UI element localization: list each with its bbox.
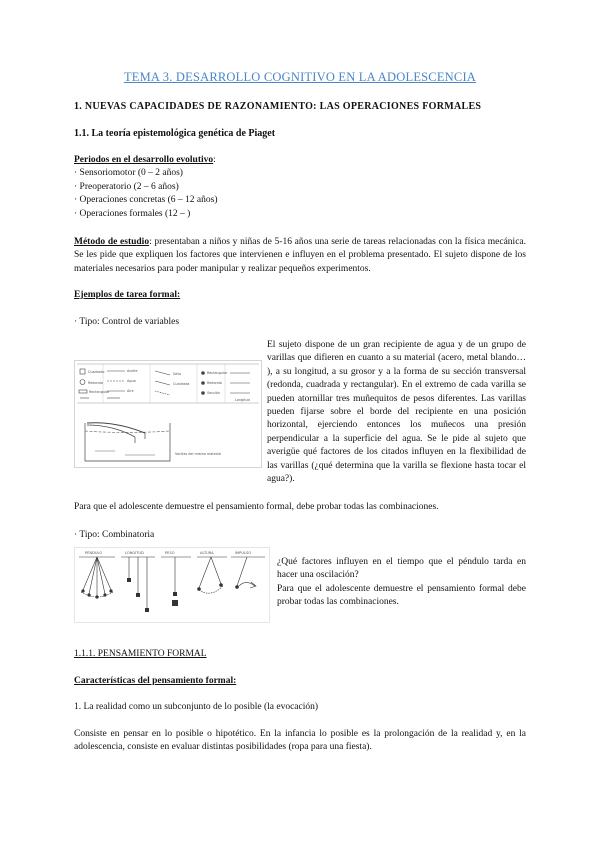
fig2-label: ALTURA (200, 551, 214, 555)
list-item: · Preoperatorio (2 – 6 años) (74, 181, 179, 192)
task2-question: ¿Qué factores influyen en el tiempo que el péndulo tarda en hacer una oscilación? (277, 557, 526, 581)
fig1-label: Sello (173, 372, 182, 376)
method-label: Método de estudio (74, 237, 150, 247)
examples-heading: Ejemplos de tarea formal: (74, 290, 181, 300)
fig1-label: Rectangular (89, 390, 110, 394)
periods-heading: Periodos en el desarrollo evolutivo (74, 155, 214, 165)
list-item: · Operaciones concretas (6 – 12 años) (74, 195, 218, 206)
list-item: · Operaciones formales (12 – ) (74, 208, 191, 219)
task1-conclusion: Para que el adolescente demuestre el pensamiento formal, debe probar todas las combinaciones. (74, 502, 439, 512)
pendulum-figure (74, 547, 270, 623)
characteristic-item-1-text: Consiste en pensar en lo posible o hipotético. En la infancia lo posible es la prolongación de la realidad y, en la adolescencia, consiste en evaluar distintas posibilidades (ropa para una fiesta). (74, 729, 526, 753)
fig1-label: Rectangular (207, 371, 228, 375)
page-title: TEMA 3. DESARROLLO COGNITIVO EN LA ADOLESCENCIA (123, 70, 477, 84)
section-heading-1: 1. NUEVAS CAPACIDADES DE RAZONAMIENTO: LAS OPERACIONES FORMALES (74, 101, 482, 112)
method-text: : presentaban a niños y niñas de 5-16 años una serie de tareas relacionadas con la física mecánica. Se les pide que expliquen los factores que intervienen e influyen en el problema presentado. El sujeto dispone de los materiales necesarios para poder manipular y realizar pequeños experimentos. (74, 237, 527, 274)
task2-text (277, 556, 526, 610)
task1-label: · Tipo: Control de variables (74, 317, 180, 327)
fig2-label: PÉNDULO (85, 551, 103, 555)
fig1-caption: Varillas del mismo material (175, 452, 222, 456)
fig2-label: PESO (165, 551, 175, 555)
task2-conclusion: Para que el adolescente demuestre el pensamiento formal debe probar todas las combinaciones. (277, 583, 526, 608)
fig1-label: Sección (207, 391, 221, 395)
list-item: · Sensoriomotor (0 – 2 años) (74, 168, 183, 179)
fig1-label: Cuadrada (173, 382, 190, 386)
fig1-label: Agua (127, 379, 136, 383)
fig2-label: IMPULSO (235, 551, 252, 555)
fig1-label: Aire (127, 389, 134, 393)
task2-label: · Tipo: Combinatoria (74, 530, 155, 540)
section-heading-1-1: 1.1. La teoría epistemológica genética de Piaget (74, 128, 276, 139)
fig1-label: Redonda (207, 381, 222, 385)
fig1-label: Redondo (88, 381, 103, 385)
fig2-label: LONGITUD (125, 551, 144, 555)
rods-figure (74, 360, 262, 468)
fig1-label: Longitud (235, 398, 250, 402)
characteristic-item-1: 1. La realidad como un subconjunto de lo posible (la evocación) (74, 702, 319, 712)
section-heading-1-1-1: 1.1.1. PENSAMIENTO FORMAL (74, 649, 207, 659)
fig1-label: Aceite (127, 369, 138, 373)
periods-list: Periodos en el desarrollo evolutivo: · Sensoriomotor (0 – 2 años) · Preoperatorio (2 – 6 años) · Operaciones concretas (6 – 12 años) · Operaciones formales (12 – ) (74, 154, 218, 221)
method-paragraph (74, 236, 526, 276)
task1-description: El sujeto dispone de un gran recipiente de agua y de un grupo de varillas que difieren en cuanto a su material (acero, metal blando… ), a su longitud, a su grosor y a la forma de su sección transversal (redonda, cuadrada y rectangular). En el extremo de cada varilla se pueden atornillar tres muñequitos de pesos diferentes. Las varillas pueden fijarse sobre el borde del recipiente en una posición horizontal, ejerciendo entonces los muñecos una presión perpendicular a la superficie del agua. Se le pide al sujeto que averigüe qué factores de los citados influyen en la flexibilidad de las varillas (¿qué determina que la varilla se flexione hasta tocar el agua?). (267, 340, 526, 485)
fig1-label: Cuadrado (88, 370, 105, 374)
characteristics-heading: Características del pensamiento formal: (74, 676, 237, 686)
